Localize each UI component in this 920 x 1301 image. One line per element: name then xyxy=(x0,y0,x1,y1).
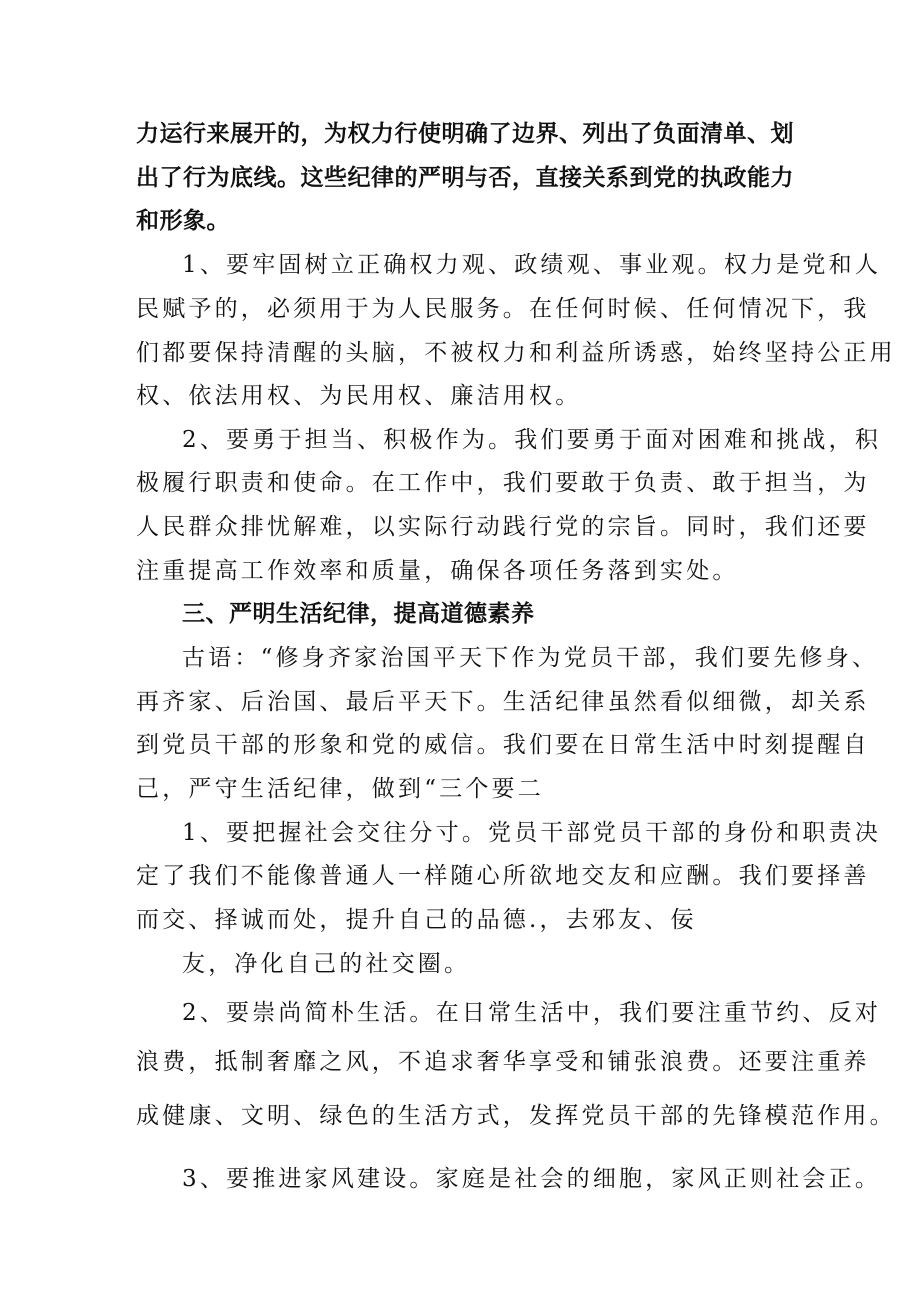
paragraph-line: 2、要崇尚简朴生活。在日常生活中，我们要注重节约、反对 xyxy=(182,1000,882,1026)
paragraph-line: 1、要把握社会交往分寸。党员干部党员干部的身份和职责决 xyxy=(182,820,882,846)
paragraph-line: 友，净化自己的社交圈。 xyxy=(182,951,471,977)
paragraph-line: 2、要勇于担当、积极作为。我们要勇于面对困难和挑战，积 xyxy=(182,427,882,453)
paragraph-line: 定了我们不能像普通人一样随心所欲地交友和应酬。我们要择善 xyxy=(136,863,870,889)
section-heading: 三、严明生活纪律，提高道德素养 xyxy=(182,601,535,627)
paragraph-line: 和形象。 xyxy=(136,208,230,234)
paragraph-line: 到党员干部的形象和党的威信。我们要在日常生活中时刻提醒自 xyxy=(136,732,870,758)
paragraph-line: 己，严守生活纪律，做到“三个要二 xyxy=(136,776,544,802)
paragraph-line: 再齐家、后治国、最后平天下。生活纪律虽然看似细微，却关系 xyxy=(136,689,870,715)
paragraph-line: 成健康、文明、绿色的生活方式，发挥党员干部的先锋模范作用。 xyxy=(136,1103,896,1129)
paragraph-line: 浪费，抵制奢靡之风，不追求奢华享受和铺张浪费。还要注重养 xyxy=(136,1049,870,1075)
paragraph-line: 出了行为底线。这些纪律的严明与否，直接关系到党的执政能力 xyxy=(136,165,794,191)
paragraph-line: 3、要推进家风建设。家庭是社会的细胞，家风正则社会正。 xyxy=(182,1166,882,1192)
paragraph-line: 权、依法用权、为民用权、廉洁用权。 xyxy=(136,383,582,409)
paragraph-line: 古语：“修身齐家治国平天下作为党员干部，我们要先修身、 xyxy=(182,645,879,671)
paragraph-line: 民赋予的，必须用于为人民服务。在任何时候、任何情况下，我 xyxy=(136,296,870,322)
paragraph-line: 而交、择诚而处，提升自己的品德.，去邪友、佞 xyxy=(136,907,697,933)
paragraph-line: 力运行来展开的，为权力行使明确了边界、列出了负面清单、划 xyxy=(136,121,794,147)
paragraph-line: 们都要保持清醒的头脑，不被权力和利益所诱惑，始终坚持公正用 xyxy=(136,340,896,366)
paragraph-line: 注重提高工作效率和质量，确保各项任务落到实处。 xyxy=(136,558,739,584)
paragraph-line: 极履行职责和使命。在工作中，我们要敢于负责、敢于担当，为 xyxy=(136,470,870,496)
paragraph-line: 1、要牢固树立正确权力观、政绩观、事业观。权力是党和人 xyxy=(182,252,882,278)
paragraph-line: 人民群众排忧解难，以实际行动践行党的宗旨。同时，我们还要 xyxy=(136,514,870,540)
